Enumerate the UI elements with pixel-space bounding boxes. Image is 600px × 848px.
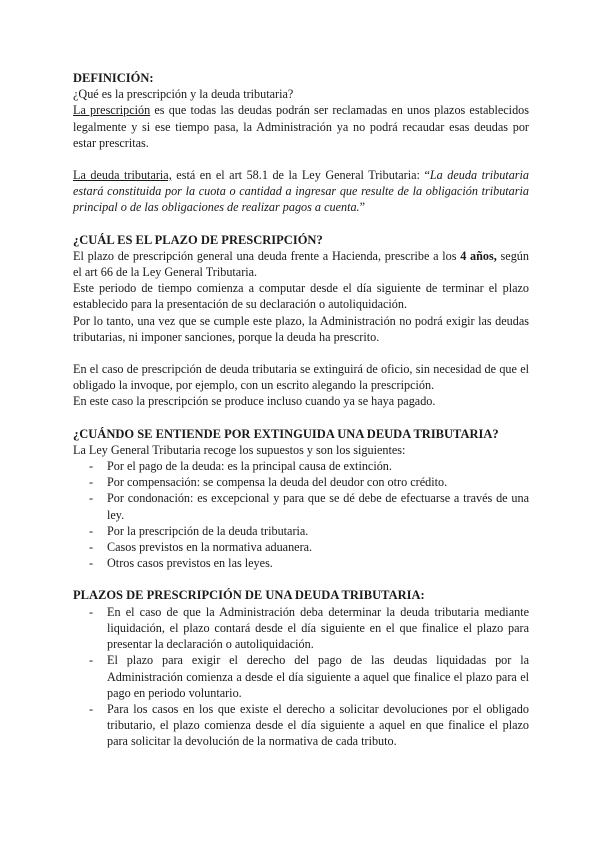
list-item: - Para los casos en los que existe el derecho a solicitar devoluciones por el obligado tributario, el plazo comienza desde el día siguiente a aquel en que finalice el plazo para solicitar la devolución de la normativa de cada tributo. xyxy=(73,701,529,750)
list-item: - El plazo para exigir el derecho del pago de las deudas liquidadas por la Administración comienza a desde el día siguiente a aquel que finalice el plazo para el pago en periodo voluntario. xyxy=(73,652,529,701)
list-item: - Otros casos previstos en las leyes. xyxy=(73,555,529,571)
plazo-paragraph-2: Este periodo de tiempo comienza a computar desde el día siguiente de terminar el plazo establecido para la presentación de su declaración o autoliquidación. xyxy=(73,281,529,312)
plazo-years: 4 años, xyxy=(460,248,497,263)
list-item: - Por condonación: es excepcional y para que se dé debe de efectuarse a través de una ley. xyxy=(73,490,529,522)
plazo-paragraph-3: Por lo tanto, una vez que se cumple este plazo, la Administración no podrá exigir las deudas tributarias, ni imponer sanciones, porque la deuda ha prescrito. xyxy=(73,313,529,344)
plazo-paragraph-5: En este caso la prescripción se produce incluso cuando ya se haya pagado. xyxy=(73,394,436,409)
list-item: - Por la prescripción de la deuda tributaria. xyxy=(73,523,529,539)
deuda-text: está en el art 58.1 de la Ley General Tributaria: “ xyxy=(171,168,430,183)
plazo-paragraph-1 xyxy=(73,248,529,280)
extinguida-heading: ¿CUÁNDO SE ENTIENDE POR EXTINGUIDA UNA DEUDA TRIBUTARIA? xyxy=(73,426,499,441)
list-item: - Por compensación: se compensa la deuda del deudor con otro crédito. xyxy=(73,474,529,490)
plazo-heading: ¿CUÁL ES EL PLAZO DE PRESCRIPCIÓN? xyxy=(73,232,323,247)
prescripcion-term: La prescripción xyxy=(73,103,151,118)
list-item: - En el caso de que la Administración deba determinar la deuda tributaria mediante liquidación, el plazo contará desde el día siguiente en el que finalice el plazo para presentar la declaración o autoliquidación. xyxy=(73,604,529,653)
prescripcion-paragraph xyxy=(73,102,529,151)
plazos-list xyxy=(73,604,529,750)
extinguida-list xyxy=(73,458,529,571)
deuda-quote-end: ” xyxy=(359,200,366,215)
definicion-heading: DEFINICIÓN: xyxy=(73,71,154,85)
document-page xyxy=(73,70,529,750)
deuda-term: La deuda tributaria, xyxy=(73,168,172,183)
list-item: - Casos previstos en la normativa aduanera. xyxy=(73,539,529,555)
prescripcion-text: es que todas las deudas podrán ser reclamadas en unos plazos establecidos legalmente y si ese tiempo pasa, la Administración ya no podrá recaudar esas deudas por estar prescritas. xyxy=(73,103,529,150)
list-item: - Por el pago de la deuda: es la principal causa de extinción. xyxy=(73,458,529,474)
plazo-text-b: según el art 66 de la Ley General Tributaria. xyxy=(73,248,529,280)
plazos-heading: PLAZOS DE PRESCRIPCIÓN DE UNA DEUDA TRIBUTARIA: xyxy=(73,588,425,603)
plazo-paragraph-4: En el caso de prescripción de deuda tributaria se extinguirá de oficio, sin necesidad de que el obligado la invoque, por ejemplo, con un escrito alegando la prescripción. xyxy=(73,362,529,393)
plazo-text-a: El plazo de prescripción general una deuda frente a Hacienda, prescribe a los xyxy=(73,248,461,263)
definicion-question: ¿Qué es la prescripción y la deuda tributaria? xyxy=(73,87,294,102)
extinguida-intro: La Ley General Tributaria recoge los supuestos y son los siguientes: xyxy=(73,442,406,457)
deuda-quote: La deuda tributaria estará constituida por la cuota o cantidad a ingresar que resulte de la obligación tributaria principal o de las obligaciones de realizar pagos a cuenta. xyxy=(73,168,530,215)
deuda-paragraph xyxy=(73,167,529,216)
